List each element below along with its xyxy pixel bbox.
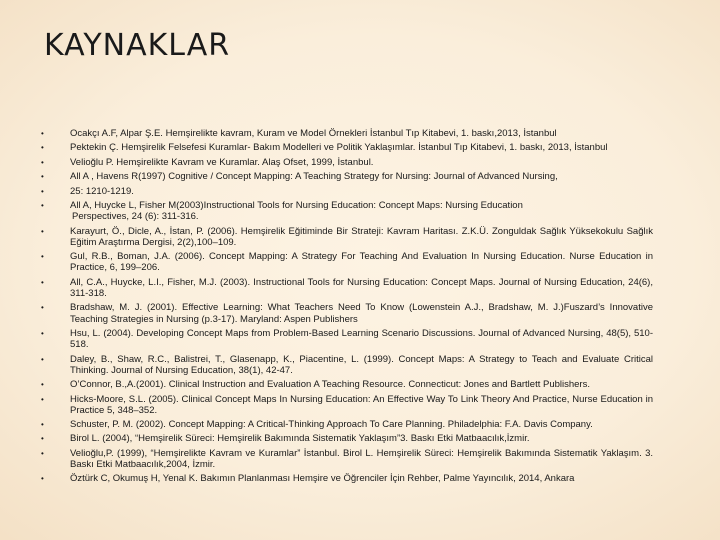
reference-text: Hicks-Moore, S.L. (2005). Clinical Concept Maps In Nursing Education: An Effective Way To Link Theory And Practice, Nurse Education in Practice 5, 348–352. <box>70 393 653 416</box>
reference-item <box>41 226 653 248</box>
reference-item <box>41 448 653 470</box>
reference-text: Birol L. (2004), “Hemşirelik Süreci: Hemşirelik Bakımında Sistematik Yaklaşım”3. Baskı Etki Matbaacılık,İzmir. <box>70 433 530 445</box>
reference-text: Daley, B., Shaw, R.C., Balistrei, T., Glasenapp, K., Piacentine, L. (1999). Concept Maps: A Strategy to Teach and Evaluate Critical Thinking. Journal of Nursing Education, 38(1), 42-47. <box>70 353 653 376</box>
reference-text: All, C.A., Huycke, L.I., Fisher, M.J. (2003). Instructional Tools for Nursing Education: Concept Maps. Journal of Nursing Education, 24(6), 311-318. <box>70 276 653 299</box>
reference-item <box>41 200 653 222</box>
reference-text: O’Connor, B.,A.(2001). Clinical Instruction and Evaluation A Teaching Resource. Connecticut: Jones and Bartlett Publishers. <box>70 379 590 391</box>
reference-item <box>41 128 653 139</box>
reference-item <box>41 186 653 197</box>
reference-text: Bradshaw, M. J. (2001). Effective Learning: What Teachers Need To Know (Lowenstein A.J., Bradshaw, M. J.)Fuszard’s Innovative Teaching Strategies in Nursing (p.3-17). Maryland: Aspen Publishers <box>70 302 653 325</box>
reference-item <box>41 419 653 430</box>
reference-item <box>41 302 653 324</box>
reference-item <box>41 171 653 182</box>
reference-text: All A, Huycke L, Fisher M(2003)Instructional Tools for Nursing Education: Concept Maps: Nursing Education <box>70 199 523 211</box>
reference-text: Pektekin Ç. Hemşirelik Felsefesi Kuramlar- Bakım Modelleri ve Politik Yaklaşımlar. İstanbul Tıp Kitabevi, 1. baskı, 2013, İstanbul <box>70 142 608 154</box>
reference-text: All A , Havens R(1997) Cognitive / Concept Mapping: A Teaching Strategy for Nursing: Journal of Advanced Nursing, <box>70 171 558 183</box>
reference-item <box>41 394 653 416</box>
slide-title: KAYNAKLAR <box>44 28 231 63</box>
reference-text: Gul, R.B., Boman, J.A. (2006). Concept Mapping: A Strategy For Teaching And Evaluation In Nursing Education. Nurse Education in Practice, 6, 199–206. <box>70 251 653 274</box>
reference-text: Öztürk C, Okumuş H, Yenal K. Bakımın Planlanması Hemşire ve Öğrenciler İçin Rehber, Palme Yayıncılık, 2014, Ankara <box>70 473 575 485</box>
reference-text: Schuster, P. M. (2002). Concept Mapping: A Critical-Thinking Approach To Care Planning. Philadelphia: F.A. Davis Company. <box>70 419 593 431</box>
reference-item <box>41 157 653 168</box>
reference-item <box>41 251 653 273</box>
reference-item <box>41 328 653 350</box>
reference-text: Hsu, L. (2004). Developing Concept Maps from Problem-Based Learning Scenario Discussions. Journal of Advanced Nursing, 48(5), 510-518. <box>70 327 653 351</box>
reference-item <box>41 354 653 376</box>
reference-text: 25: 1210-1219. <box>70 185 134 197</box>
reference-list <box>41 128 653 488</box>
reference-item <box>41 277 653 299</box>
reference-item <box>41 379 653 390</box>
reference-text: Ocakçı A.F, Alpar Ş.E. Hemşirelikte kavram, Kuram ve Model Örnekleri İstanbul Tıp Kitabevi, 1. baskı,2013, İstanbul <box>70 128 557 139</box>
reference-item <box>41 433 653 444</box>
reference-text: Velioğlu P. Hemşirelikte Kavram ve Kuramlar. Alaş Ofset, 1999, İstanbul. <box>70 156 374 168</box>
reference-item <box>41 142 653 153</box>
reference-text: Velioğlu,P. (1999), “Hemşirelikte Kavram ve Kuramlar” İstanbul. Birol L. Hemşirelik Süreci: Hemşirelik Bakımında Sistematik Yaklaşım. 3. Baskı Etki Matbaacılık,2004, İzmir. <box>70 447 653 471</box>
reference-text: Karayurt, Ö., Dicle, A., İstan, P. (2006). Hemşirelik Eğitiminde Bir Strateji: Kavram Haritası. Z.K.Ü. Zonguldak Sağlık Yüksekokulu Sağlık Eğitim Araştırma Dergisi, 2(2),100–109. <box>70 225 653 248</box>
reference-continuation: Perspectives, 24 (6): 311-316. <box>72 211 199 223</box>
reference-item <box>41 473 653 484</box>
